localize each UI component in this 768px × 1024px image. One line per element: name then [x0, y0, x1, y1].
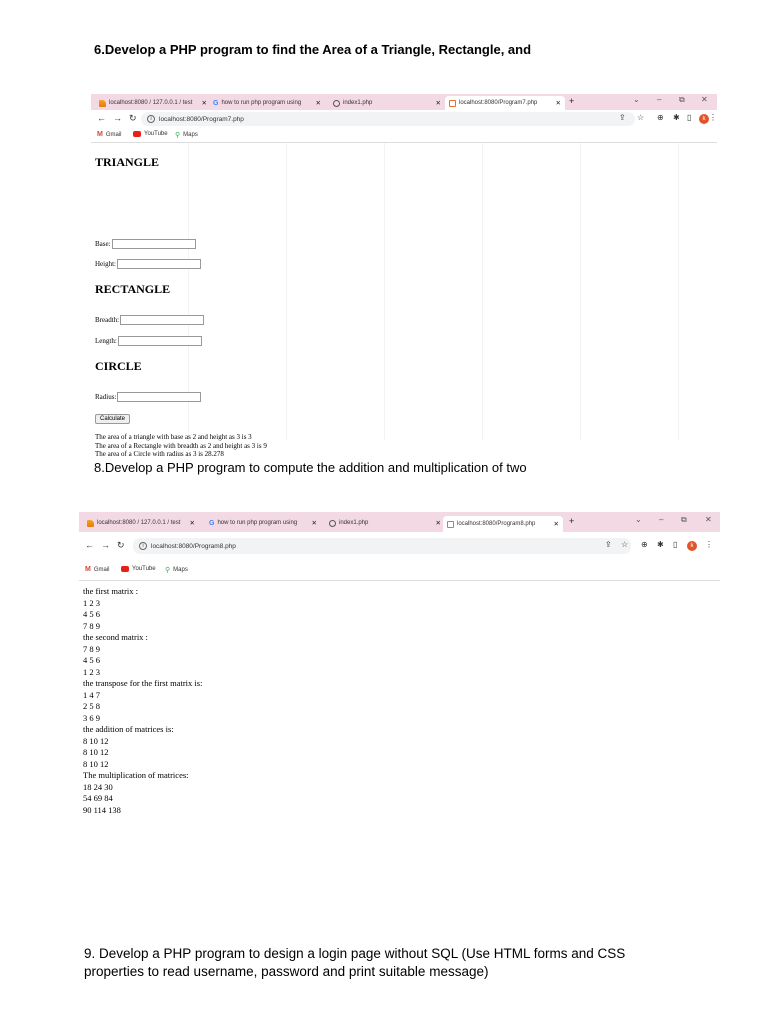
output-line: the first matrix : [83, 586, 139, 596]
back-icon[interactable]: ← [97, 113, 106, 123]
tab-label: index1.php [339, 520, 369, 526]
breadth-input[interactable] [120, 315, 204, 325]
tab-label: how to run php program using [221, 100, 302, 106]
output-line: 4 5 6 [83, 609, 100, 619]
output-line: 1 2 3 [83, 597, 100, 608]
question-8-heading: 8.Develop a PHP program to compute the addition and multiplication of two [94, 460, 527, 475]
close-icon[interactable]: ✕ [555, 100, 561, 107]
close-icon[interactable]: ✕ [553, 521, 559, 528]
back-icon[interactable]: ← [85, 540, 94, 550]
bookmark-youtube[interactable] [121, 566, 156, 572]
calculate-button[interactable]: Calculate [95, 414, 130, 424]
output-line: The multiplication of matrices: [83, 770, 189, 780]
breadth-label: Breadth: [95, 316, 120, 324]
gmail-icon: M [85, 566, 91, 573]
result-triangle: The area of a triangle with base as 2 and height as 3 is 3 [95, 433, 252, 441]
share-icon[interactable]: ⇪ [605, 540, 612, 549]
info-icon: i [147, 115, 155, 123]
output-line: 1 2 3 [83, 666, 100, 677]
sidebar-icon[interactable]: ▯ [687, 113, 692, 122]
restore-icon[interactable]: ⧉ [679, 95, 685, 104]
output-line: the second matrix : [83, 632, 148, 642]
close-icon[interactable]: ✕ [435, 520, 441, 527]
bookmark-youtube[interactable] [133, 131, 168, 137]
bookmarks-bar [79, 560, 720, 581]
output-line: the addition of matrices is: [83, 724, 174, 734]
output-line: 90 114 138 [83, 804, 121, 815]
output-line: 1 4 7 [83, 689, 100, 700]
output-line: 54 69 84 [83, 793, 113, 803]
bookmark-maps[interactable] [175, 131, 198, 139]
tab-program7[interactable] [445, 96, 565, 110]
new-tab-icon[interactable]: + [569, 516, 575, 526]
close-icon[interactable]: ✕ [315, 100, 321, 107]
output-line: 7 8 9 [83, 643, 100, 654]
output-line: 3 6 9 [83, 712, 100, 723]
bookmark-label: YouTube [144, 131, 168, 137]
globe-icon [333, 100, 340, 107]
base-field [95, 239, 196, 249]
output-line: 2 5 8 [83, 701, 100, 711]
avatar[interactable]: k [687, 541, 697, 551]
star-icon[interactable]: ☆ [637, 113, 645, 122]
output-line: 4 5 6 [83, 655, 100, 665]
phpmyadmin-icon [99, 100, 106, 107]
url-text: localhost:8080/Program7.php [159, 115, 244, 123]
radius-label: Radius: [95, 393, 117, 401]
bookmark-gmail[interactable] [85, 566, 110, 573]
result-rectangle: The area of a Rectangle with breadth as 2 and height as 3 is 9 [95, 441, 267, 450]
youtube-icon [121, 566, 129, 572]
close-icon[interactable]: ✕ [189, 520, 195, 527]
address-bar-row [91, 110, 717, 128]
window-close-icon[interactable]: ✕ [705, 515, 712, 524]
page-content [79, 582, 720, 830]
bookmark-label: YouTube [132, 566, 156, 572]
tab-label: localhost:8080/Program8.php [457, 521, 536, 527]
share-icon[interactable]: ⇪ [619, 113, 626, 122]
globe-icon [329, 520, 336, 527]
close-icon[interactable]: ✕ [311, 520, 317, 527]
radius-field [95, 392, 201, 402]
matrix-output [83, 586, 202, 816]
menu-icon[interactable]: ⋮ [709, 113, 717, 122]
bookmark-label: Gmail [93, 566, 110, 573]
triangle-title: TRIANGLE [95, 155, 160, 169]
height-input[interactable] [117, 259, 201, 269]
new-tab-icon[interactable]: + [569, 96, 575, 106]
google-icon: G [209, 519, 215, 527]
tab-bar [79, 512, 720, 532]
tab-label: index1.php [343, 100, 373, 106]
bookmarks-bar [91, 128, 717, 143]
tab-label: localhost:8080/Program7.php [459, 100, 538, 106]
forward-icon[interactable]: → [101, 540, 110, 550]
bookmark-label: Maps [173, 567, 188, 573]
maps-icon: ⚲ [175, 132, 181, 139]
height-field [95, 259, 201, 269]
rectangle-title: RECTANGLE [95, 282, 171, 296]
minimize-icon[interactable]: – [659, 515, 664, 524]
output-line: the transpose for the first matrix is: [83, 678, 203, 688]
chevron-down-icon[interactable]: ⌄ [635, 515, 642, 524]
output-line: 8 10 12 [83, 758, 109, 769]
question-6-heading: 6.Develop a PHP program to find the Area of a Triangle, Rectangle, and [94, 42, 532, 57]
breadth-field [95, 315, 204, 325]
tab-label: localhost:8080 / 127.0.0.1 / test [97, 520, 181, 526]
tab-phpmyadmin[interactable] [99, 96, 207, 110]
close-icon[interactable]: ✕ [201, 100, 207, 107]
radius-input[interactable] [117, 392, 201, 402]
puzzle-icon[interactable]: ✱ [673, 113, 680, 122]
reload-icon[interactable]: ↻ [129, 113, 137, 123]
output-line: 7 8 9 [83, 620, 100, 631]
length-label: Length: [95, 337, 117, 345]
extension-arrow-icon[interactable]: ⊕ [641, 540, 648, 549]
youtube-icon [133, 131, 141, 137]
bookmark-maps[interactable] [165, 566, 188, 574]
google-icon: G [213, 99, 219, 107]
minimize-icon[interactable]: – [657, 95, 662, 104]
result-circle: The area of a Circle with radius as 3 is 28.278 [95, 450, 224, 458]
height-label: Height: [95, 260, 116, 268]
bookmark-gmail[interactable] [97, 131, 122, 138]
avatar[interactable]: k [699, 114, 709, 124]
tab-index1[interactable] [329, 516, 441, 530]
browser-screenshot-program7 [91, 94, 717, 458]
info-icon: i [139, 542, 147, 550]
circle-title: CIRCLE [95, 359, 142, 373]
tab-program8[interactable] [443, 516, 563, 532]
tab-index1[interactable] [333, 96, 441, 110]
gmail-icon: M [97, 131, 103, 138]
localhost-icon [447, 521, 454, 528]
output-line: 8 10 12 [83, 735, 109, 746]
browser-screenshot-program8 [79, 512, 720, 830]
forward-icon[interactable]: → [113, 113, 122, 123]
output-line: 18 24 30 [83, 781, 113, 792]
url-field[interactable] [133, 538, 631, 554]
sidebar-icon[interactable]: ▯ [673, 540, 678, 549]
tab-bar [91, 94, 717, 110]
tab-label: localhost:8080 / 127.0.0.1 / test [109, 100, 193, 106]
url-text: localhost:8080/Program8.php [151, 542, 236, 550]
restore-icon[interactable]: ⧉ [681, 515, 687, 524]
close-icon[interactable]: ✕ [435, 100, 441, 107]
bookmark-label: Maps [183, 132, 198, 138]
bookmark-label: Gmail [105, 131, 122, 138]
localhost-icon [449, 100, 456, 107]
reload-icon[interactable]: ↻ [117, 540, 125, 550]
tab-google-search[interactable] [213, 96, 321, 110]
puzzle-icon[interactable]: ✱ [657, 540, 664, 549]
results-block [95, 433, 267, 459]
maps-icon: ⚲ [165, 567, 171, 574]
tab-label: how to run php program using [217, 520, 298, 526]
page-content [91, 143, 717, 458]
phpmyadmin-icon [87, 520, 94, 527]
address-bar-row [79, 532, 720, 560]
tab-google-search[interactable] [209, 516, 317, 530]
question-9-heading: 9. Develop a PHP program to design a login page without SQL (Use HTML forms and CSS properties to read username, password and print suitable message) [84, 946, 626, 979]
base-input[interactable] [112, 239, 196, 249]
output-line: 8 10 12 [83, 747, 109, 757]
tab-phpmyadmin[interactable] [87, 516, 195, 530]
url-field[interactable] [141, 112, 635, 126]
window-close-icon[interactable]: ✕ [701, 95, 708, 104]
length-input[interactable] [118, 336, 202, 346]
length-field [95, 336, 202, 346]
base-label: Base: [95, 240, 111, 248]
extension-arrow-icon[interactable]: ⊕ [657, 113, 664, 122]
star-icon[interactable]: ☆ [621, 540, 629, 549]
chevron-down-icon[interactable]: ⌄ [633, 95, 640, 104]
menu-icon[interactable]: ⋮ [705, 540, 713, 549]
